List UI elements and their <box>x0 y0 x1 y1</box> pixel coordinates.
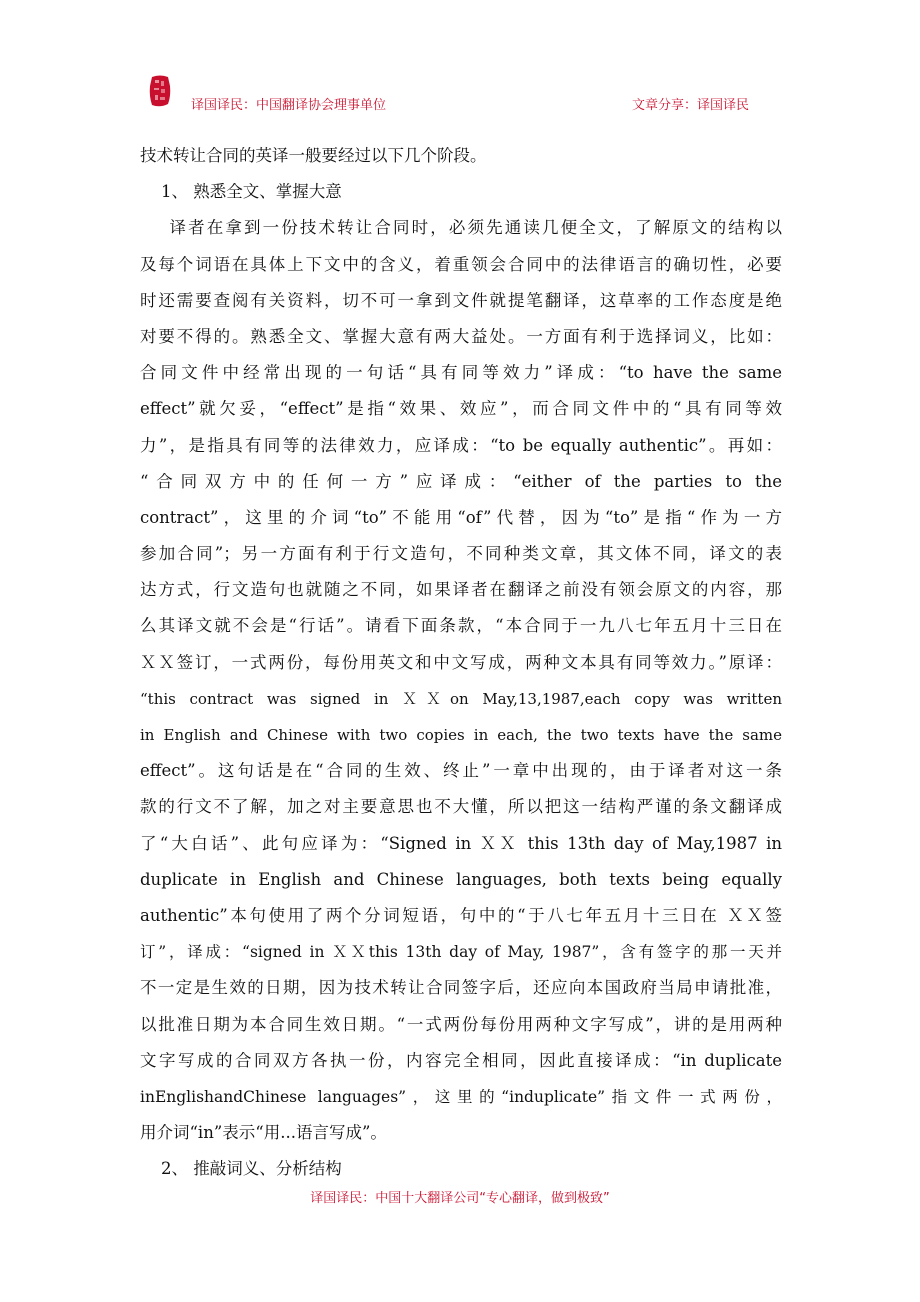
body-line: effect”。这句话是在“合同的生效、终止”一章中出现的，由于译者对这一条 <box>140 761 782 781</box>
document-body <box>140 138 782 1187</box>
body-line: 不一定是生效的日期，因为技术转让合同签字后，还应向本国政府当局申请批准， <box>140 978 782 998</box>
body-line: contract”，这里的介词“to”不能用“of”代替，因为“to”是指“作为一方 <box>140 507 782 527</box>
body-line: in English and Chinese with two copies in each, the two texts have the same <box>140 726 782 744</box>
body-line: 合同文件中经常出现的一句话“具有同等效力”译成：“to have the same <box>140 363 782 383</box>
body-line: 译者在拿到一份技术转让合同时，必须先通读几便全文，了解原文的结构以 <box>140 218 782 238</box>
body-line: inEnglishandChinese languages”，这里的“induplicate”指文件一式两份， <box>140 1087 782 1106</box>
body-line: 达方式，行文造句也就随之不同，如果译者在翻译之前没有领会原文的内容，那 <box>140 580 782 600</box>
body-line: duplicate in English and Chinese languages, both texts being equally <box>140 869 782 889</box>
body-line: 款的行文不了解，加之对主要意思也不大懂，所以把这一结构严谨的条文翻译成 <box>140 797 782 817</box>
seal-stamp-icon <box>148 74 172 108</box>
body-line: 时还需要查阅有关资料，切不可一拿到文件就提笔翻译，这草率的工作态度是绝 <box>140 290 782 310</box>
body-line: 对要不得的。熟悉全文、掌握大意有两大益处。一方面有利于选择词义，比如： <box>140 326 782 346</box>
body-line: ＸＸ签订，一式两份，每份用英文和中文写成，两种文本具有同等效力。”原译： <box>140 652 782 672</box>
body-line: 文字写成的合同双方各执一份，内容完全相同，因此直接译成：“in duplicate <box>140 1050 782 1070</box>
body-line: effect”就欠妥，“effect”是指“效果、效应”，而合同文件中的“具有同等效 <box>140 399 782 419</box>
body-line: 以批准日期为本合同生效日期。“一式两份每份用两种文字写成”，讲的是用两种 <box>140 1014 782 1034</box>
header-organization-text: 译国译民：中国翻译协会理事单位 <box>191 98 387 113</box>
header-share-text: 文章分享：译国译民 <box>632 98 750 113</box>
body-line: 力”，是指具有同等的法律效力，应译成：“to be equally authentic”。再如： <box>140 435 782 455</box>
body-line: 及每个词语在具体上下文中的含义，着重领会合同中的法律语言的确切性，必要 <box>140 254 782 274</box>
body-line: “合同双方中的任何一方”应译成：“either of the parties to the <box>140 471 782 491</box>
body-line: 技术转让合同的英译一般要经过以下几个阶段。 <box>140 146 487 165</box>
body-line: “this contract was signed in ＸＸon May,13,1987,each copy was written <box>140 689 782 708</box>
section-heading: 1、 熟悉全文、掌握大意 <box>140 182 342 202</box>
footer-slogan-text: 译国译民：中国十大翻译公司“专心翻译，做到极致” <box>310 1191 610 1206</box>
body-line: 么其译文就不会是“行话”。请看下面条款，“本合同于一九八七年五月十三日在 <box>140 616 782 636</box>
body-line: 了“大白话”、此句应译为：“Signed in ＸＸ this 13th day of May,1987 in <box>140 833 782 853</box>
section-heading: 2、 推敲词义、分析结构 <box>140 1159 342 1179</box>
body-line: 参加合同”；另一方面有利于行文造句，不同种类文章，其文体不同，译文的表 <box>140 544 782 564</box>
body-line: 用介词“in”表示“用...语言写成”。 <box>140 1123 387 1143</box>
body-line: 订”，译成：“signed in ＸＸthis 13th day of May, 1987”，含有签字的那一天并 <box>140 943 782 962</box>
body-line: authentic”本句使用了两个分词短语，句中的“于八七年五月十三日在 ＸＸ签 <box>140 905 782 925</box>
